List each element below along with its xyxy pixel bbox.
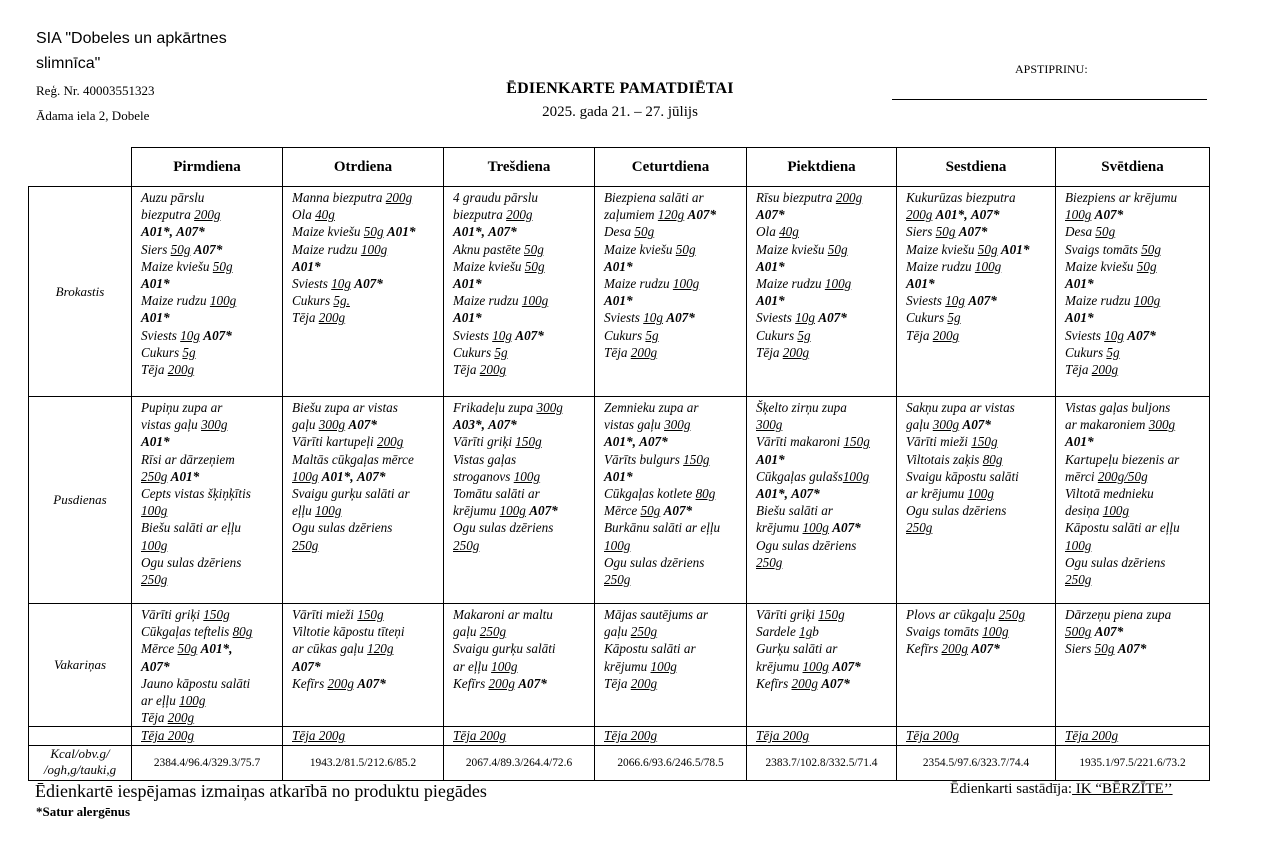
day-header: Sestdiena (897, 148, 1056, 187)
menu-line: Maltās cūkgaļas mērce (292, 451, 414, 467)
menu-cell (595, 604, 747, 727)
menu-line: Vārīti griķi 150g (756, 607, 845, 622)
menu-line: Vistas gaļas buljons (1065, 400, 1171, 415)
address: Ādama iela 2, Dobele (36, 108, 150, 123)
menu-line: Cukurs 5g. (292, 293, 350, 309)
menu-line: Kartupeļu biezenis ar (1065, 451, 1180, 467)
menu-line: Tēja 200g (453, 362, 507, 378)
menu-line: Tēja 200g (604, 675, 658, 691)
menu-cell (444, 397, 595, 604)
menu-cell (444, 604, 595, 727)
corner-cell (29, 148, 132, 187)
menu-line: Biešu salāti ar (756, 503, 833, 519)
menu-line: 100g A01*, A07* (292, 468, 386, 484)
menu-line: mērci 200g/50g (1065, 468, 1148, 484)
signature-line (892, 99, 1207, 100)
menu-line: Cukurs 5g (141, 344, 196, 360)
menu-line: Ogu sulas dzēriens (292, 520, 393, 536)
menu-cell (283, 604, 444, 727)
menu-line: Auzu pārslu (141, 190, 205, 205)
composer-label: Ēdienkarti sastādīja: (950, 781, 1073, 797)
menu-line: Aknu pastēte 50g (453, 241, 544, 257)
menu-line: 500g A07* (1065, 624, 1124, 640)
evening-tea-text: Tēja 200g (453, 728, 507, 744)
menu-line: Makaroni ar maltu (453, 607, 553, 622)
evening-tea-text: Tēja 200g (1065, 728, 1119, 744)
menu-line: 200g A01*, A07* (906, 207, 1000, 223)
menu-line: Burkānu salāti ar eļļu (604, 520, 721, 536)
menu-line: vistas gaļu 300g (141, 417, 228, 433)
menu-line: Desa 50g (604, 224, 655, 240)
page-title: ĒDIENKARTE PAMATDIĒTAI (506, 80, 734, 97)
composer-name: IK “BĒRZĪTE’’ (1072, 781, 1173, 797)
menu-line: 4 graudu pārslu (453, 190, 538, 205)
menu-line: gaļu 250g (453, 624, 507, 640)
menu-line: Vārīti kartupeļi 200g (292, 434, 404, 450)
menu-cell (1056, 187, 1210, 397)
menu-line: Siers 50g A07* (141, 241, 223, 257)
menu-line: Frikadeļu zupa 300g (453, 400, 563, 415)
menu-line: A01* (1065, 310, 1094, 326)
evening-tea-cell (444, 727, 595, 746)
menu-line: Tēja 200g (756, 344, 810, 360)
menu-line: Ogu sulas dzēriens (1065, 554, 1166, 570)
menu-line: Vistas gaļas (453, 451, 517, 467)
menu-line: Cukurs 5g (906, 310, 961, 326)
menu-line: A01* (453, 310, 482, 326)
menu-line: Sardele 1gb (756, 624, 819, 640)
menu-line: Maize kviešu 50g (141, 258, 233, 274)
menu-line: Mājas sautējums ar (604, 607, 709, 622)
menu-line: Rīsu biezputra 200g (756, 190, 863, 205)
menu-line: Svaigu kāpostu salāti (906, 468, 1019, 484)
menu-line: Vārīti mieži 150g (906, 434, 998, 450)
menu-line: Ogu sulas dzēriens (906, 503, 1007, 519)
menu-line: A01* (756, 293, 785, 309)
menu-line: Viltotie kāpostu tīteņi (292, 624, 405, 640)
menu-line: Maize kviešu 50g (604, 241, 696, 257)
day-header: Piektdiena (747, 148, 897, 187)
menu-line: Maize rudzu 100g (1065, 293, 1161, 309)
menu-line: ar eļļu 100g (453, 658, 518, 674)
menu-line: Ola 40g (756, 224, 799, 240)
breakfast-row (29, 187, 1210, 397)
menu-line: Tēja 200g (604, 344, 658, 360)
menu-line: Ogu sulas dzēriens (604, 554, 705, 570)
org-name-line1: SIA "Dobeles un apkārtnes (36, 30, 227, 47)
meal-label-dinner: Vakariņas (29, 604, 132, 727)
composer-block (950, 781, 1173, 798)
menu-line: A07* (292, 658, 321, 674)
menu-line: A01*, A07* (604, 434, 668, 450)
menu-line: Rīsi ar dārzeņiem (141, 451, 235, 467)
menu-line: A07* (141, 658, 170, 674)
menu-cell (283, 187, 444, 397)
menu-line: krējumu 100g A07* (756, 658, 861, 674)
menu-cell (1056, 397, 1210, 604)
nutrition-label (29, 746, 132, 781)
menu-line: Sakņu zupa ar vistas (906, 400, 1015, 415)
menu-line: Maize rudzu 100g (906, 258, 1002, 274)
menu-line: Kefīrs 200g A07* (292, 675, 386, 691)
menu-line: ar eļļu 100g (141, 693, 206, 709)
evening-tea-cell (897, 727, 1056, 746)
nutrition-value: 2066.6/93.6/246.5/78.5 (595, 746, 747, 781)
menu-line: Plovs ar cūkgaļu 250g (906, 607, 1026, 622)
menu-line: Sviests 10g A07* (141, 327, 232, 343)
menu-line: Siers 50g A07* (1065, 641, 1147, 657)
menu-line: 100g (604, 537, 631, 553)
menu-line: Biezpiens ar krējumu (1065, 190, 1178, 205)
menu-line: Biezpiena salāti ar (604, 190, 704, 205)
menu-line: Kukurūzas biezputra (906, 190, 1016, 205)
menu-line: Sviests 10g A07* (604, 310, 695, 326)
nutrition-value: 2354.5/97.6/323.7/74.4 (897, 746, 1056, 781)
menu-cell (595, 187, 747, 397)
evening-tea-row (29, 727, 1210, 746)
menu-line: Cūkgaļas teftelis 80g (141, 624, 253, 640)
menu-line: ar cūkas gaļu 120g (292, 641, 394, 657)
menu-line: A01* (906, 276, 935, 292)
menu-line: Maize kviešu 50g A01* (906, 241, 1030, 257)
menu-line: A01* (1065, 434, 1094, 450)
menu-line: 100g (1065, 537, 1092, 553)
menu-line: Mērce 50g A01*, (141, 641, 233, 657)
menu-line: ar makaroniem 300g (1065, 417, 1176, 433)
menu-line: Viltotā mednieku (1065, 486, 1154, 502)
menu-line: A01*, A07* (141, 224, 205, 240)
menu-line: Pupiņu zupa ar (141, 400, 223, 415)
nutrition-value: 2383.7/102.8/332.5/71.4 (747, 746, 897, 781)
menu-line: Maize kviešu 50g (453, 258, 545, 274)
menu-line: A03*, A07* (453, 417, 517, 433)
menu-line: Maize kviešu 50g A01* (292, 224, 416, 240)
menu-line: Biešu zupa ar vistas (292, 400, 398, 415)
menu-line: Maize kviešu 50g (756, 241, 848, 257)
menu-line: Biešu salāti ar eļļu (141, 520, 242, 536)
evening-tea-label-cell (29, 727, 132, 746)
menu-line: Tomātu salāti ar (453, 486, 540, 502)
menu-line: Vārīti mieži 150g (292, 607, 384, 622)
menu-line: 250g (756, 554, 783, 570)
menu-line: Cūkgaļas kotlete 80g (604, 486, 716, 502)
menu-line: eļļu 100g (292, 503, 342, 519)
menu-line: A01* (141, 276, 170, 292)
menu-line: A01* (141, 434, 170, 450)
menu-line: Maize rudzu 100g (453, 293, 549, 309)
evening-tea-cell (283, 727, 444, 746)
menu-line: Cūkgaļas gulašs100g (756, 468, 870, 484)
menu-cell (897, 604, 1056, 727)
menu-line: A01* (453, 276, 482, 292)
menu-cell (132, 604, 283, 727)
menu-line: Vārīts bulgurs 150g (604, 451, 710, 467)
menu-line: Svaigu gurķu salāti ar (292, 486, 410, 502)
menu-line: biezputra 200g (141, 207, 221, 223)
evening-tea-text: Tēja 200g (292, 728, 346, 744)
menu-line: Ogu sulas dzēriens (756, 537, 857, 553)
menu-line: 100g (141, 503, 168, 519)
menu-line: Ola 40g (292, 207, 335, 223)
menu-line: A01* (604, 468, 633, 484)
menu-line: Dārzeņu piena zupa (1065, 607, 1172, 622)
changes-note: Ēdienkartē iespējamas izmaiņas atkarībā no produktu piegādes (35, 781, 487, 801)
menu-line: Maize rudzu 100g (292, 241, 388, 257)
menu-line: A01* (756, 451, 785, 467)
menu-line: Maize rudzu 100g (141, 293, 237, 309)
menu-line: stroganovs 100g (453, 468, 541, 484)
menu-line: Kāpostu salāti ar (604, 641, 696, 657)
menu-line: Cepts vistas šķiņķītis (141, 486, 251, 502)
menu-cell (747, 604, 897, 727)
menu-line: Zemnieku zupa ar (604, 400, 699, 415)
menu-line: A07* (756, 207, 785, 223)
nutrition-value: 1943.2/81.5/212.6/85.2 (283, 746, 444, 781)
menu-cell (595, 397, 747, 604)
menu-line: Sviests 10g A07* (756, 310, 847, 326)
evening-tea-cell (595, 727, 747, 746)
menu-line: 100g A07* (1065, 207, 1124, 223)
menu-cell (283, 397, 444, 604)
menu-line: Ogu sulas dzēriens (453, 520, 554, 536)
menu-line: 250g (906, 520, 933, 536)
menu-line: Cukurs 5g (1065, 344, 1120, 360)
menu-line: Jauno kāpostu salāti (141, 675, 251, 691)
menu-line: Viltotais zaķis 80g (906, 451, 1003, 467)
allergen-note: *Satur alergēnus (36, 804, 131, 819)
menu-line: Sviests 10g A07* (906, 293, 997, 309)
day-header: Ceturtdiena (595, 148, 747, 187)
menu-line: biezputra 200g (453, 207, 533, 223)
menu-line: Tēja 200g (141, 710, 195, 726)
menu-line: 250g (453, 537, 480, 553)
menu-line: desiņa 100g (1065, 503, 1130, 519)
menu-cell (897, 397, 1056, 604)
menu-line: ar krējumu 100g (906, 486, 994, 502)
menu-line: Tēja 200g (292, 310, 346, 326)
nutrition-value: 2384.4/96.4/329.3/75.7 (132, 746, 283, 781)
evening-tea-text: Tēja 200g (141, 728, 195, 744)
menu-line: 250g (1065, 572, 1092, 588)
menu-line: Gurķu salāti ar (756, 641, 838, 657)
menu-line: Vārīti griķi 150g (141, 607, 230, 622)
day-header: Svētdiena (1056, 148, 1210, 187)
menu-line: 300g (756, 417, 783, 433)
dinner-row (29, 604, 1210, 727)
day-header-row (29, 148, 1210, 187)
menu-line: A01* (604, 293, 633, 309)
menu-line: A01* (141, 310, 170, 326)
menu-line: 100g (141, 537, 168, 553)
menu-cell (897, 187, 1056, 397)
evening-tea-text: Tēja 200g (604, 728, 658, 744)
menu-line: Cukurs 5g (453, 344, 508, 360)
menu-line: A01* (292, 258, 321, 274)
menu-cell (132, 187, 283, 397)
menu-line: krējumu 100g A07* (756, 520, 861, 536)
meal-label-breakfast: Brokastis (29, 187, 132, 397)
menu-line: Maize kviešu 50g (1065, 258, 1157, 274)
evening-tea-cell (132, 727, 283, 746)
menu-cell (444, 187, 595, 397)
menu-line: A01* (1065, 276, 1094, 292)
menu-line: 250g (292, 537, 319, 553)
nutrition-label-line2: /ogh,g/tauki,g (43, 762, 117, 778)
menu-line: Mērce 50g A07* (604, 503, 693, 519)
menu-line: vistas gaļu 300g (604, 417, 691, 433)
menu-line: Svaigu gurķu salāti (453, 641, 556, 657)
menu-line: Kefīrs 200g A07* (453, 675, 547, 691)
menu-line: Maize rudzu 100g (604, 276, 700, 292)
menu-line: Svaigs tomāts 50g (1065, 241, 1161, 257)
menu-line: Kefīrs 200g A07* (906, 641, 1000, 657)
approval-label: APSTIPRINU: (1015, 62, 1088, 76)
menu-line: A01*, A07* (756, 486, 820, 502)
day-header: Pirmdiena (132, 148, 283, 187)
menu-line: Tēja 200g (906, 327, 960, 343)
date-range: 2025. gada 21. – 27. jūlijs (542, 104, 698, 120)
menu-line: Cukurs 5g (604, 327, 659, 343)
org-name-line2: slimnīca" (36, 55, 101, 72)
menu-line: 250g (604, 572, 631, 588)
menu-line: gaļu 300g A07* (906, 417, 991, 433)
menu-line: krējumu 100g (604, 658, 677, 674)
menu-line: Ogu sulas dzēriens (141, 554, 242, 570)
evening-tea-text: Tēja 200g (906, 728, 960, 744)
nutrition-row (29, 746, 1210, 781)
menu-line: Svaigs tomāts 100g (906, 624, 1009, 640)
evening-tea-text: Tēja 200g (756, 728, 810, 744)
menu-line: Sviests 10g A07* (292, 276, 383, 292)
menu-table (28, 147, 1210, 781)
menu-cell (1056, 604, 1210, 727)
menu-line: Vārīti makaroni 150g (756, 434, 870, 450)
menu-line: Tēja 200g (1065, 362, 1119, 378)
menu-cell (132, 397, 283, 604)
menu-line: Kefīrs 200g A07* (756, 675, 850, 691)
menu-line: gaļu 300g A07* (292, 417, 377, 433)
menu-cell (747, 397, 897, 604)
menu-line: Šķelto zirņu zupa (756, 400, 847, 415)
evening-tea-cell (747, 727, 897, 746)
evening-tea-cell (1056, 727, 1210, 746)
menu-line: Vārīti griķi 150g (453, 434, 542, 450)
meal-label-lunch: Pusdienas (29, 397, 132, 604)
menu-line: zaļumiem 120g A07* (604, 207, 717, 223)
menu-line: Manna biezputra 200g (292, 190, 413, 205)
lunch-row (29, 397, 1210, 604)
registration-number: Reģ. Nr. 40003551323 (36, 83, 155, 98)
menu-line: Kāpostu salāti ar eļļu (1065, 520, 1180, 536)
menu-line: Maize rudzu 100g (756, 276, 852, 292)
nutrition-label-line1: Kcal/obv.g/ (50, 746, 110, 762)
day-header: Trešdiena (444, 148, 595, 187)
menu-line: krējumu 100g A07* (453, 503, 558, 519)
menu-line: Siers 50g A07* (906, 224, 988, 240)
menu-line: A01* (756, 258, 785, 274)
menu-line: Tēja 200g (141, 362, 195, 378)
nutrition-value: 2067.4/89.3/264.4/72.6 (444, 746, 595, 781)
menu-line: 250g A01* (141, 468, 200, 484)
menu-line: Desa 50g (1065, 224, 1116, 240)
menu-line: A01*, A07* (453, 224, 517, 240)
menu-line: Sviests 10g A07* (1065, 327, 1156, 343)
organization-block (36, 26, 266, 128)
menu-line: 250g (141, 572, 168, 588)
menu-cell (747, 187, 897, 397)
menu-line: Cukurs 5g (756, 327, 811, 343)
menu-line: Sviests 10g A07* (453, 327, 544, 343)
menu-line: gaļu 250g (604, 624, 658, 640)
nutrition-value: 1935.1/97.5/221.6/73.2 (1056, 746, 1210, 781)
menu-line: A01* (604, 258, 633, 274)
day-header: Otrdiena (283, 148, 444, 187)
